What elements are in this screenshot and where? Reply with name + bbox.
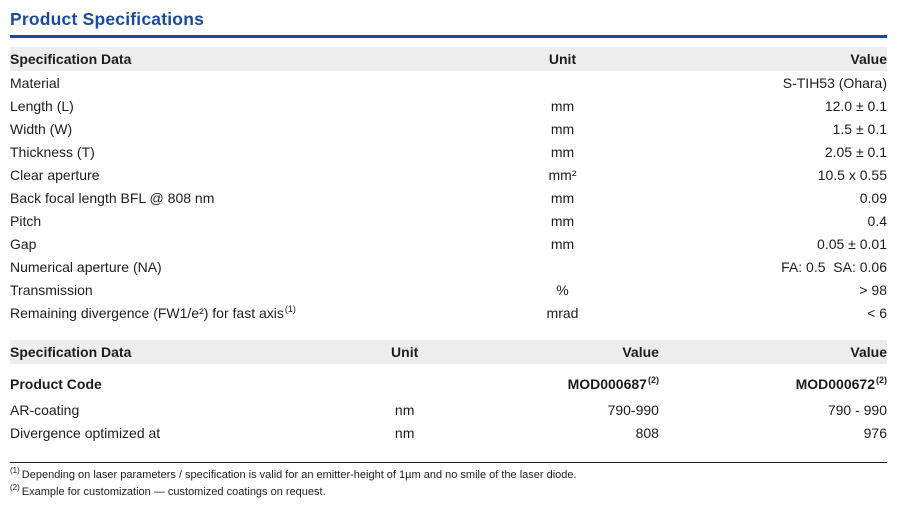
cell-spec: Material: [10, 74, 60, 91]
cell-value-2: 976: [863, 424, 887, 441]
footnote-ref-2: (2): [876, 375, 887, 386]
cell-value: FA: 0.5 SA: 0.06: [781, 258, 887, 275]
cell-value: S-TIH53 (Ohara): [782, 74, 887, 91]
column-header-value-1: Value: [536, 340, 659, 364]
cell-value: 12.0 ± 0.1: [824, 97, 887, 114]
footnotes-section: [10, 467, 887, 501]
footnote-divider: [10, 462, 887, 463]
primary-spec-table: [10, 47, 887, 324]
cell-unit: [431, 255, 694, 278]
product-code-label: Product Code: [10, 376, 102, 392]
footnote-ref-2: (2): [647, 375, 659, 386]
cell-value: 1.5 ± 0.1: [832, 120, 887, 137]
table-row: [10, 255, 887, 278]
cell-value: > 98: [859, 281, 887, 298]
cell-spec: Back focal length BFL @ 808 nm: [10, 189, 215, 206]
table-row: [10, 71, 887, 94]
table-row: [10, 117, 887, 140]
cell-value-1: 808: [635, 424, 659, 441]
cell-value-2: 790 - 990: [827, 401, 887, 418]
table-header-row: [10, 47, 887, 71]
column-header-value-2: Value: [659, 340, 887, 364]
cell-spec: Gap: [10, 235, 37, 252]
empty-cell: [273, 364, 536, 398]
product-code-table: [10, 340, 887, 444]
cell-unit: mm: [550, 235, 575, 252]
footnote: [10, 467, 887, 484]
column-header-spec: Specification Data: [10, 340, 273, 364]
footnote-text: Depending on laser parameters / specification is valid for an emitter-height of 1µm and no smile of the laser diode.: [21, 469, 577, 481]
cell-unit: mm: [550, 120, 575, 137]
table-row: [10, 163, 887, 186]
cell-value: 2.05 ± 0.1: [824, 143, 887, 160]
cell-unit: nm: [394, 424, 415, 441]
product-code-row: [10, 364, 887, 398]
cell-spec: Pitch: [10, 212, 42, 229]
cell-unit: mm: [550, 212, 575, 229]
cell-spec: AR-coating: [10, 401, 80, 418]
cell-value: < 6: [867, 304, 887, 321]
table-row: [10, 398, 887, 421]
product-code-2-text: MOD000672: [795, 376, 875, 392]
cell-spec: Length (L): [10, 97, 74, 114]
table-row: [10, 94, 887, 117]
cell-value: 0.05 ± 0.01: [817, 235, 887, 252]
product-code-1: [536, 364, 659, 398]
cell-spec: Thickness (T): [10, 143, 95, 160]
footnote-marker: (2): [10, 483, 20, 493]
table-row: [10, 186, 887, 209]
cell-value: 0.4: [867, 212, 887, 229]
footnote-ref-1: (1): [284, 303, 296, 314]
cell-unit: mm: [550, 189, 575, 206]
cell-value: 10.5 x 0.55: [817, 166, 887, 183]
page-title: Product Specifications: [10, 9, 205, 29]
cell-spec: Width (W): [10, 120, 73, 137]
cell-unit: nm: [394, 401, 415, 418]
cell-value-1: 790-990: [607, 401, 659, 418]
table-row: [10, 301, 887, 324]
cell-spec: [10, 301, 431, 324]
cell-unit: %: [556, 281, 569, 298]
cell-unit: [431, 71, 694, 94]
cell-value: 0.09: [859, 189, 887, 206]
cell-unit: mm: [550, 143, 575, 160]
column-header-unit: Unit: [273, 340, 536, 364]
cell-spec: Divergence optimized at: [10, 424, 161, 441]
product-code-2: [659, 364, 887, 398]
cell-spec: Numerical aperture (NA): [10, 258, 162, 275]
footnote: [10, 484, 887, 501]
cell-spec-text: Remaining divergence (FW1/e²) for fast axis: [10, 304, 284, 321]
title-underline: [10, 35, 887, 38]
cell-spec: Transmission: [10, 281, 93, 298]
column-header-value: Value: [694, 47, 887, 71]
table-row: [10, 232, 887, 255]
column-header-spec: Specification Data: [10, 47, 431, 71]
table-header-row: [10, 340, 887, 364]
column-header-unit: Unit: [431, 47, 694, 71]
cell-unit: mrad: [546, 304, 579, 321]
table-row: [10, 278, 887, 301]
table-row: [10, 421, 887, 444]
cell-spec: Clear aperture: [10, 166, 100, 183]
footnote-text: Example for customization — customized coatings on request.: [21, 486, 326, 498]
product-code-1-text: MOD000687: [567, 376, 647, 392]
footnote-marker: (1): [10, 466, 20, 476]
cell-unit: mm²: [548, 166, 577, 183]
table-row: [10, 209, 887, 232]
table-row: [10, 140, 887, 163]
cell-unit: mm: [550, 97, 575, 114]
